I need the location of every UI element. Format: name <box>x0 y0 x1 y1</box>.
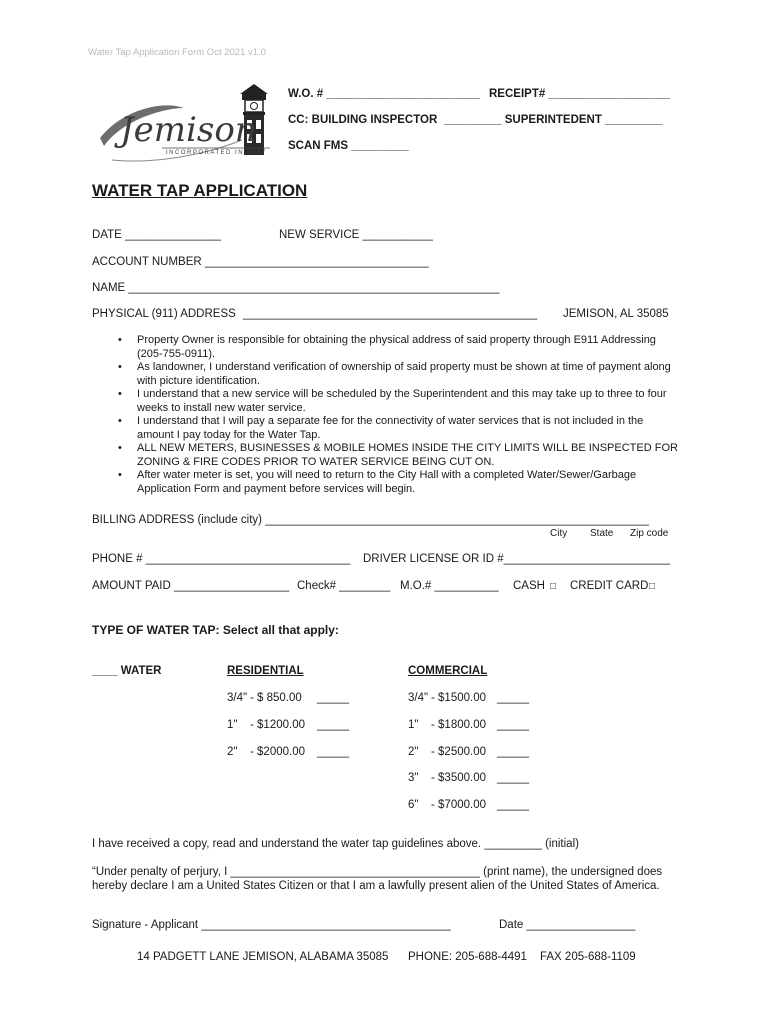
tap-size: 2" <box>227 746 238 758</box>
footer-fax: FAX 205-688-1109 <box>540 951 636 963</box>
cash-label: CASH <box>513 580 545 592</box>
tap-select-blank[interactable]: _____ <box>317 719 349 731</box>
billing-address-field[interactable]: BILLING ADDRESS (include city) ____________________________________________________________ <box>92 514 649 526</box>
superintendent-field[interactable]: _________ SUPERINTEDENT _________ <box>444 114 663 126</box>
tap-select-blank[interactable]: _____ <box>317 692 349 704</box>
commercial-heading: COMMERCIAL <box>408 665 488 677</box>
tap-size: 1" <box>408 719 419 731</box>
tap-size: 6" <box>408 799 419 811</box>
tap-size: 3/4" <box>408 692 429 704</box>
tap-size: 3" <box>408 772 419 784</box>
credit-card-checkbox[interactable]: □ <box>649 581 656 592</box>
tap-select-blank[interactable]: _____ <box>497 772 529 784</box>
cc-label: CC: BUILDING INSPECTOR <box>288 114 438 126</box>
cash-checkbox[interactable]: □ <box>550 581 557 592</box>
tap-select-blank[interactable]: _____ <box>497 692 529 704</box>
new-service-field[interactable]: NEW SERVICE ___________ <box>279 229 433 241</box>
driver-license-field[interactable]: DRIVER LICENSE OR ID #__________________________ <box>363 553 670 565</box>
logo-tagline: INCORPORATED IN 1907 <box>166 150 267 156</box>
list-item: • I understand that I will pay a separate fee for the connectivity of water services that is not included in the amount I pay today for the Water Tap. <box>118 415 683 442</box>
tap-price: - $3500.00 <box>431 772 486 784</box>
jemison-logo <box>92 80 282 170</box>
physical-address-field[interactable]: ______________________________________________ <box>243 308 538 320</box>
receipt-field[interactable]: RECEIPT# ___________________ <box>489 88 670 100</box>
physical-address-label: PHYSICAL (911) ADDRESS <box>92 308 236 320</box>
list-item: • I understand that a new service will be scheduled by the Superintendent and this may take up to three to four weeks to install new water service. <box>118 388 683 415</box>
tap-size: 2" <box>408 746 419 758</box>
tap-size: 3/4" <box>227 692 248 704</box>
wo-field[interactable]: W.O. # ________________________ <box>288 88 480 100</box>
date-field[interactable]: DATE _______________ <box>92 229 221 241</box>
scan-fms-field[interactable]: SCAN FMS _________ <box>288 140 409 152</box>
perjury-statement-line2: hereby declare I am a United States Citizen or that I am a lawfully present alien of the United States of America. <box>92 880 660 892</box>
name-field[interactable]: NAME __________________________________________________________ <box>92 282 500 294</box>
list-item: • After water meter is set, you will need to return to the City Hall with a completed Water/Sewer/Garbage Application Form and payment before services will begin. <box>118 469 683 496</box>
signature-field[interactable]: Signature - Applicant _______________________________________ <box>92 919 451 931</box>
physical-address-city: JEMISON, AL 35085 <box>563 308 669 320</box>
water-option[interactable]: ____ WATER <box>92 665 162 677</box>
tap-price: - $2500.00 <box>431 746 486 758</box>
footer-phone: PHONE: 205-688-4491 <box>408 951 527 963</box>
tap-price: - $2000.00 <box>250 746 305 758</box>
residential-heading: RESIDENTIAL <box>227 665 304 677</box>
billing-city-label: City <box>550 528 568 539</box>
form-version: Water Tap Application Form Oct 2021 v1.0 <box>88 47 266 58</box>
tap-type-heading: TYPE OF WATER TAP: Select all that apply: <box>92 623 339 637</box>
list-item: • Property Owner is responsible for obtaining the physical address of said property through E911 Addressing (205-755-0911). <box>118 334 683 361</box>
tap-price: - $1200.00 <box>250 719 305 731</box>
tap-price: - $1800.00 <box>431 719 486 731</box>
list-item: • As landowner, I understand verification of ownership of said property must be shown at time of payment along with picture identification. <box>118 361 683 388</box>
phone-field[interactable]: PHONE # ________________________________ <box>92 553 351 565</box>
account-number-field[interactable]: ACCOUNT NUMBER ___________________________________ <box>92 256 429 268</box>
tap-price: - $7000.00 <box>431 799 486 811</box>
tap-select-blank[interactable]: _____ <box>497 746 529 758</box>
perjury-statement-line1[interactable]: “Under penalty of perjury, I _______________________________________ (print name), the undersigned does <box>92 866 663 878</box>
credit-card-label: CREDIT CARD <box>570 580 649 592</box>
tap-price: - $1500.00 <box>431 692 486 704</box>
logo-name: Jemison <box>120 110 257 150</box>
footer-address: 14 PADGETT LANE JEMISON, ALABAMA 35085 <box>137 951 389 963</box>
billing-zip-label: Zip code <box>630 528 669 539</box>
amount-paid-field[interactable]: AMOUNT PAID __________________ <box>92 580 290 592</box>
terms-list <box>118 334 683 496</box>
page-title: WATER TAP APPLICATION <box>92 181 308 200</box>
list-item: • ALL NEW METERS, BUSINESSES & MOBILE HOMES INSIDE THE CITY LIMITS WILL BE INSPECTED FOR ZONING & FIRE CODES PRIOR TO WATER SERVICE BEING CUT ON. <box>118 442 683 469</box>
tap-select-blank[interactable]: _____ <box>497 719 529 731</box>
signature-date-field[interactable]: Date _________________ <box>499 919 636 931</box>
billing-state-label: State <box>590 528 614 539</box>
tap-select-blank[interactable]: _____ <box>497 799 529 811</box>
check-field[interactable]: Check# ________ <box>297 580 391 592</box>
tap-size: 1" <box>227 719 238 731</box>
initial-acknowledgement[interactable]: I have received a copy, read and understand the water tap guidelines above. _________ (initial) <box>92 838 579 850</box>
tap-price: - $ 850.00 <box>250 692 302 704</box>
money-order-field[interactable]: M.O.# __________ <box>400 580 499 592</box>
tap-select-blank[interactable]: _____ <box>317 746 349 758</box>
